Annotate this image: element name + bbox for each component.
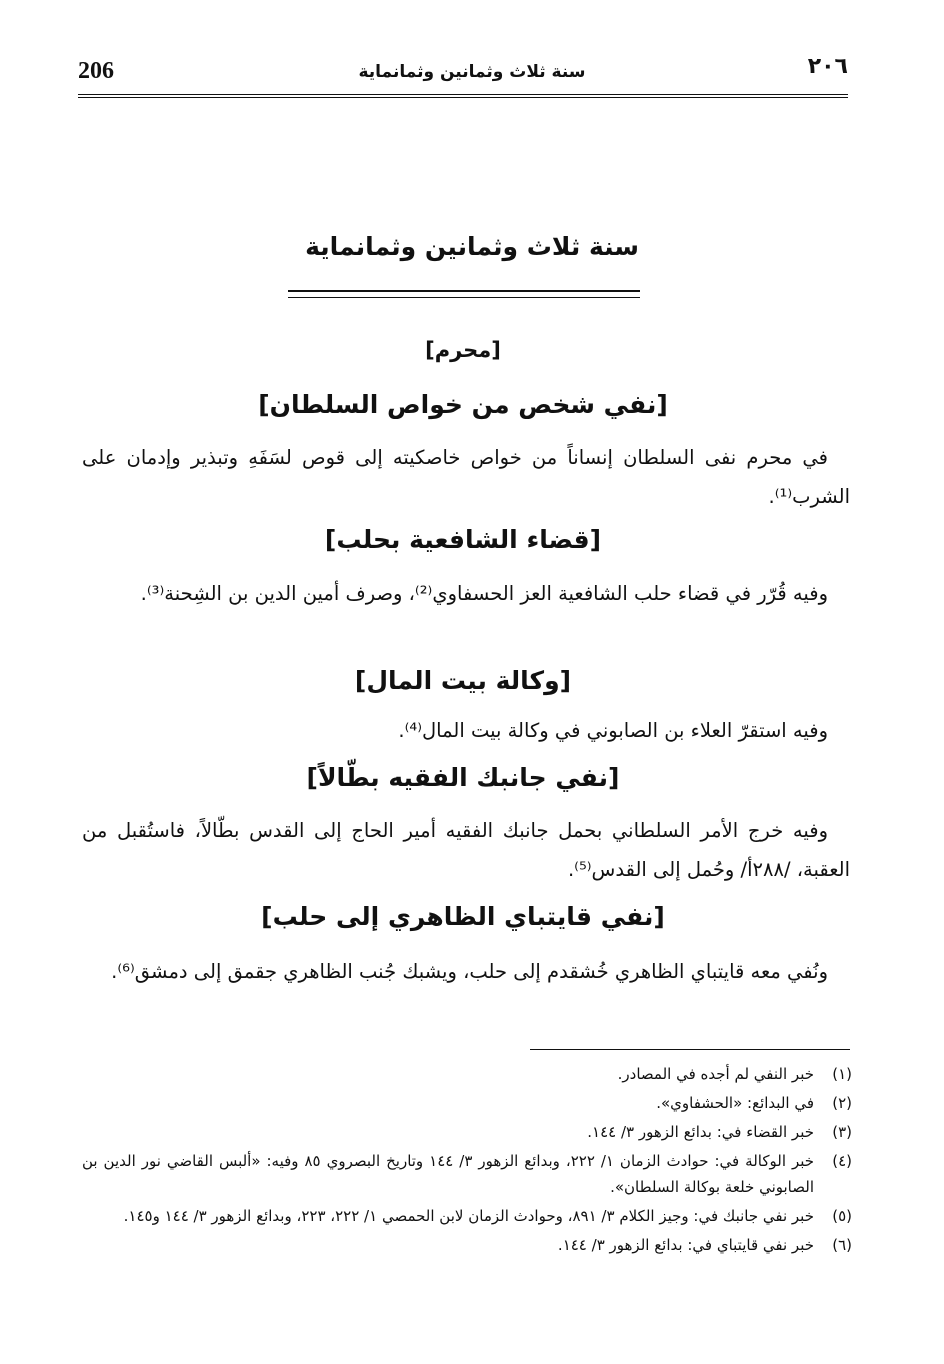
section-heading: [نفي قايتباي الظاهري إلى حلب]: [261, 902, 665, 931]
footnote-number: (٦): [832, 1235, 852, 1254]
footnote: [82, 1062, 852, 1088]
section-heading: [قضاء الشافعية بحلب]: [324, 525, 602, 554]
footnote: [82, 1204, 852, 1230]
header-rule-bottom: [78, 97, 848, 98]
paragraph-text: في محرم نفى السلطان إنساناً من خواص خاصكيته إلى قوص لسَفَهِ وتبذير وإدمان على الشرب⁽¹⁾.: [82, 446, 850, 508]
title-rule-thick: [288, 290, 640, 292]
running-title: سنة ثلاث وثمانين وثمانماية: [358, 62, 586, 82]
section-paragraph: [82, 574, 850, 613]
footnote-text: خبر النفي لم أجده في المصادر.: [617, 1065, 814, 1083]
footnote: [82, 1120, 852, 1146]
section-heading: [نفي جانبك الفقيه بطّالاً]: [306, 763, 620, 792]
section-paragraph: [82, 811, 850, 889]
title-rule-thin: [288, 297, 640, 298]
header-rule-top: [78, 94, 848, 95]
footnote: [82, 1233, 852, 1259]
paragraph-text: وفيه خرج الأمر السلطاني بحمل جانبك الفقيه أمير الحاج إلى القدس بطّالاً، فاستُقبل من العقبة، /٢٨٨أ/ وحُمل إلى القدس⁽⁵⁾.: [82, 819, 850, 881]
footnote-text: خبر الوكالة في: حوادث الزمان ١/ ٢٢٢، وبدائع الزهور ٣/ ١٤٤ وتاريخ البصروي ٨٥ وفيه: «ألبس القاضي نور الدين بن الصابوني خلعة بوكالة السلطان».: [82, 1152, 815, 1196]
footnote-text: خبر نفي قايتباي في: بدائع الزهور ٣/ ١٤٤.: [557, 1235, 814, 1254]
footnote-number: (٣): [832, 1123, 852, 1141]
paragraph-text: وفيه استقرّ العلاء بن الصابوني في وكالة بيت المال⁽⁴⁾.: [398, 719, 828, 742]
month-heading: [محرم]: [425, 338, 501, 362]
section-paragraph: [82, 952, 850, 991]
footnote-list: [82, 1062, 852, 1262]
footnote-number: (٢): [832, 1094, 852, 1112]
paragraph-text: ونُفي معه قايتباي الظاهري خُشقدم إلى حلب، ويشبك جُنب الظاهري جقمق إلى دمشق⁽⁶⁾.: [111, 960, 828, 983]
footnote-number: (١): [832, 1065, 852, 1083]
footnote-text: خبر القضاء في: بدائع الزهور ٣/ ١٤٤.: [587, 1123, 814, 1141]
page-number-latin: 206: [78, 58, 114, 84]
footnote-text: خبر نفي جانبك في: وجيز الكلام ٣/ ٨٩١، وحوادث الزمان لابن الحمصي ١/ ٢٢٢، ٢٢٣، وبدائع الزهور ٣/ ١٤٤ و١٤٥.: [123, 1206, 814, 1225]
chapter-title: سنة ثلاث وثمانين وثمانماية: [305, 232, 639, 261]
section-paragraph: [82, 438, 850, 516]
page-number-arabic: ٢٠٦: [807, 54, 848, 79]
section-heading: [وكالة بيت المال]: [354, 666, 572, 695]
section-heading: [نفي شخص من خواص السلطان]: [258, 390, 668, 419]
paragraph-text: وفيه قُرّر في قضاء حلب الشافعية العز الحسفاوي⁽²⁾، وصرف أمين الدين بن الشِحنة⁽³⁾.: [140, 582, 828, 605]
footnote-text: في البدائع: «الحشفاوي».: [656, 1094, 814, 1112]
footnote-separator: [530, 1049, 850, 1050]
footnote-number: (٤): [832, 1152, 852, 1170]
section-paragraph: [82, 711, 850, 750]
footnote-number: (٥): [832, 1206, 852, 1225]
footnote: [82, 1149, 852, 1200]
footnote: [82, 1091, 852, 1117]
